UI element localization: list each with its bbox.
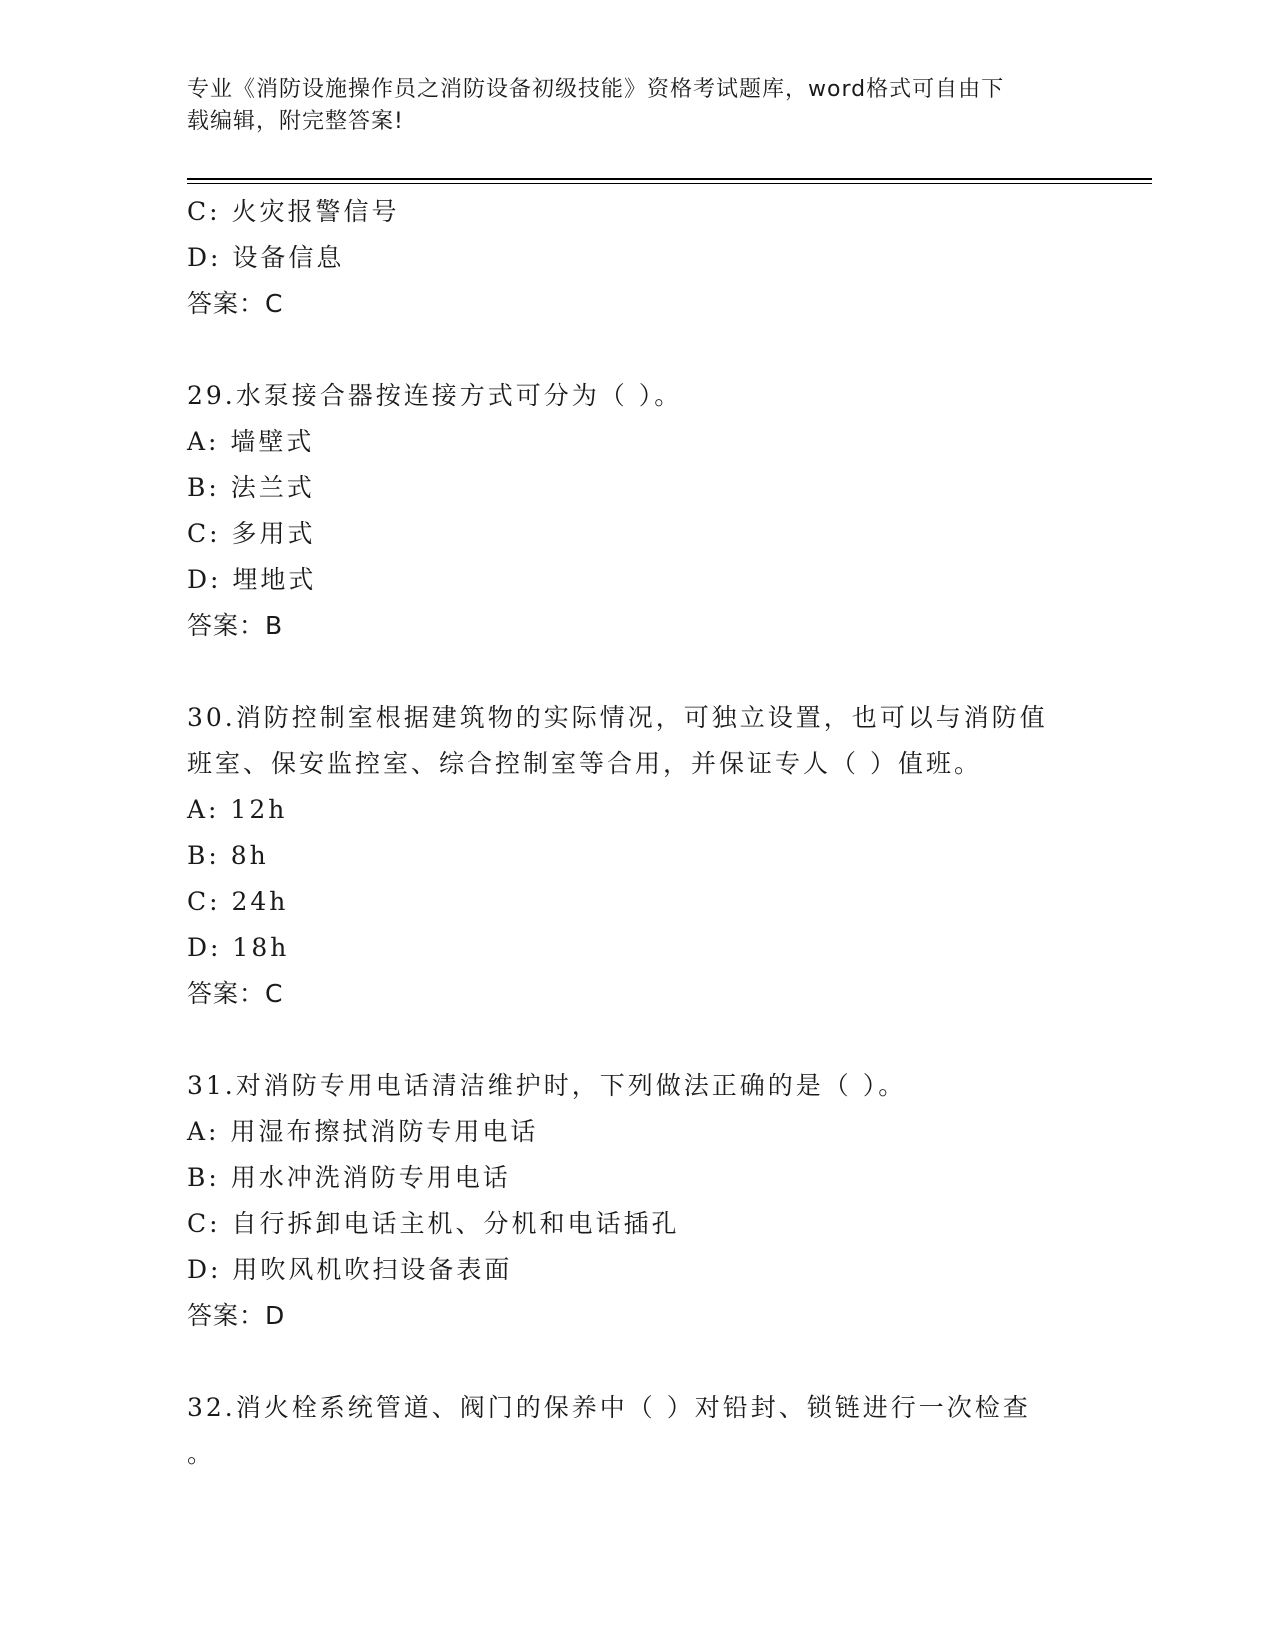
option-b: B: 8h bbox=[187, 841, 269, 870]
option-d: D: 用吹风机吹扫设备表面 bbox=[187, 1255, 513, 1284]
spacer bbox=[187, 1339, 1087, 1385]
question-stem: 29.水泵接合器按连接方式可分为（ ）。 bbox=[187, 381, 683, 410]
option-b: B: 法兰式 bbox=[187, 473, 315, 502]
question-stem-line-2: 。 bbox=[187, 1439, 216, 1468]
option-d: D: 18h bbox=[187, 933, 290, 962]
option-c: C: 多用式 bbox=[187, 519, 316, 548]
question-28 bbox=[187, 189, 1087, 327]
question-29 bbox=[187, 373, 1087, 649]
question-stem-line-1: 30.消防控制室根据建筑物的实际情况，可独立设置，也可以与消防值 bbox=[187, 703, 1048, 732]
answer-line: 答案：D bbox=[187, 1301, 286, 1330]
header-line-2: 载编辑，附完整答案! bbox=[187, 109, 404, 134]
option-d: D: 埋地式 bbox=[187, 565, 317, 594]
option-a: A: 用湿布擦拭消防专用电话 bbox=[187, 1117, 539, 1146]
option-a: A: 墙壁式 bbox=[187, 427, 315, 456]
option-c: C: 火灾报警信号 bbox=[187, 197, 400, 226]
spacer bbox=[187, 1017, 1087, 1063]
option-b: B: 用水冲洗消防专用电话 bbox=[187, 1163, 511, 1192]
question-30 bbox=[187, 695, 1087, 1017]
option-a: A: 12h bbox=[187, 795, 288, 824]
question-stem-line-1: 32.消火栓系统管道、阀门的保养中（ ）对铅封、锁链进行一次检查 bbox=[187, 1393, 1031, 1422]
answer-line: 答案：C bbox=[187, 289, 284, 318]
question-stem-line-2: 班室、保安监控室、综合控制室等合用，并保证专人（ ）值班。 bbox=[187, 749, 982, 778]
option-d: D: 设备信息 bbox=[187, 243, 345, 272]
spacer bbox=[187, 649, 1087, 695]
header-divider-thick bbox=[187, 178, 1152, 180]
header-divider-thin bbox=[187, 183, 1152, 184]
option-c: C: 24h bbox=[187, 887, 289, 916]
spacer bbox=[187, 327, 1087, 373]
answer-line: 答案：B bbox=[187, 611, 284, 640]
question-32 bbox=[187, 1385, 1087, 1477]
question-stem: 31.对消防专用电话清洁维护时，下列做法正确的是（ ）。 bbox=[187, 1071, 907, 1100]
option-c: C: 自行拆卸电话主机、分机和电话插孔 bbox=[187, 1209, 680, 1238]
header-line-1: 专业《消防设施操作员之消防设备初级技能》资格考试题库，word格式可自由下 bbox=[187, 77, 1005, 102]
question-31 bbox=[187, 1063, 1087, 1339]
question-list bbox=[187, 189, 1087, 1477]
page-header bbox=[187, 74, 1067, 138]
answer-line: 答案：C bbox=[187, 979, 284, 1008]
